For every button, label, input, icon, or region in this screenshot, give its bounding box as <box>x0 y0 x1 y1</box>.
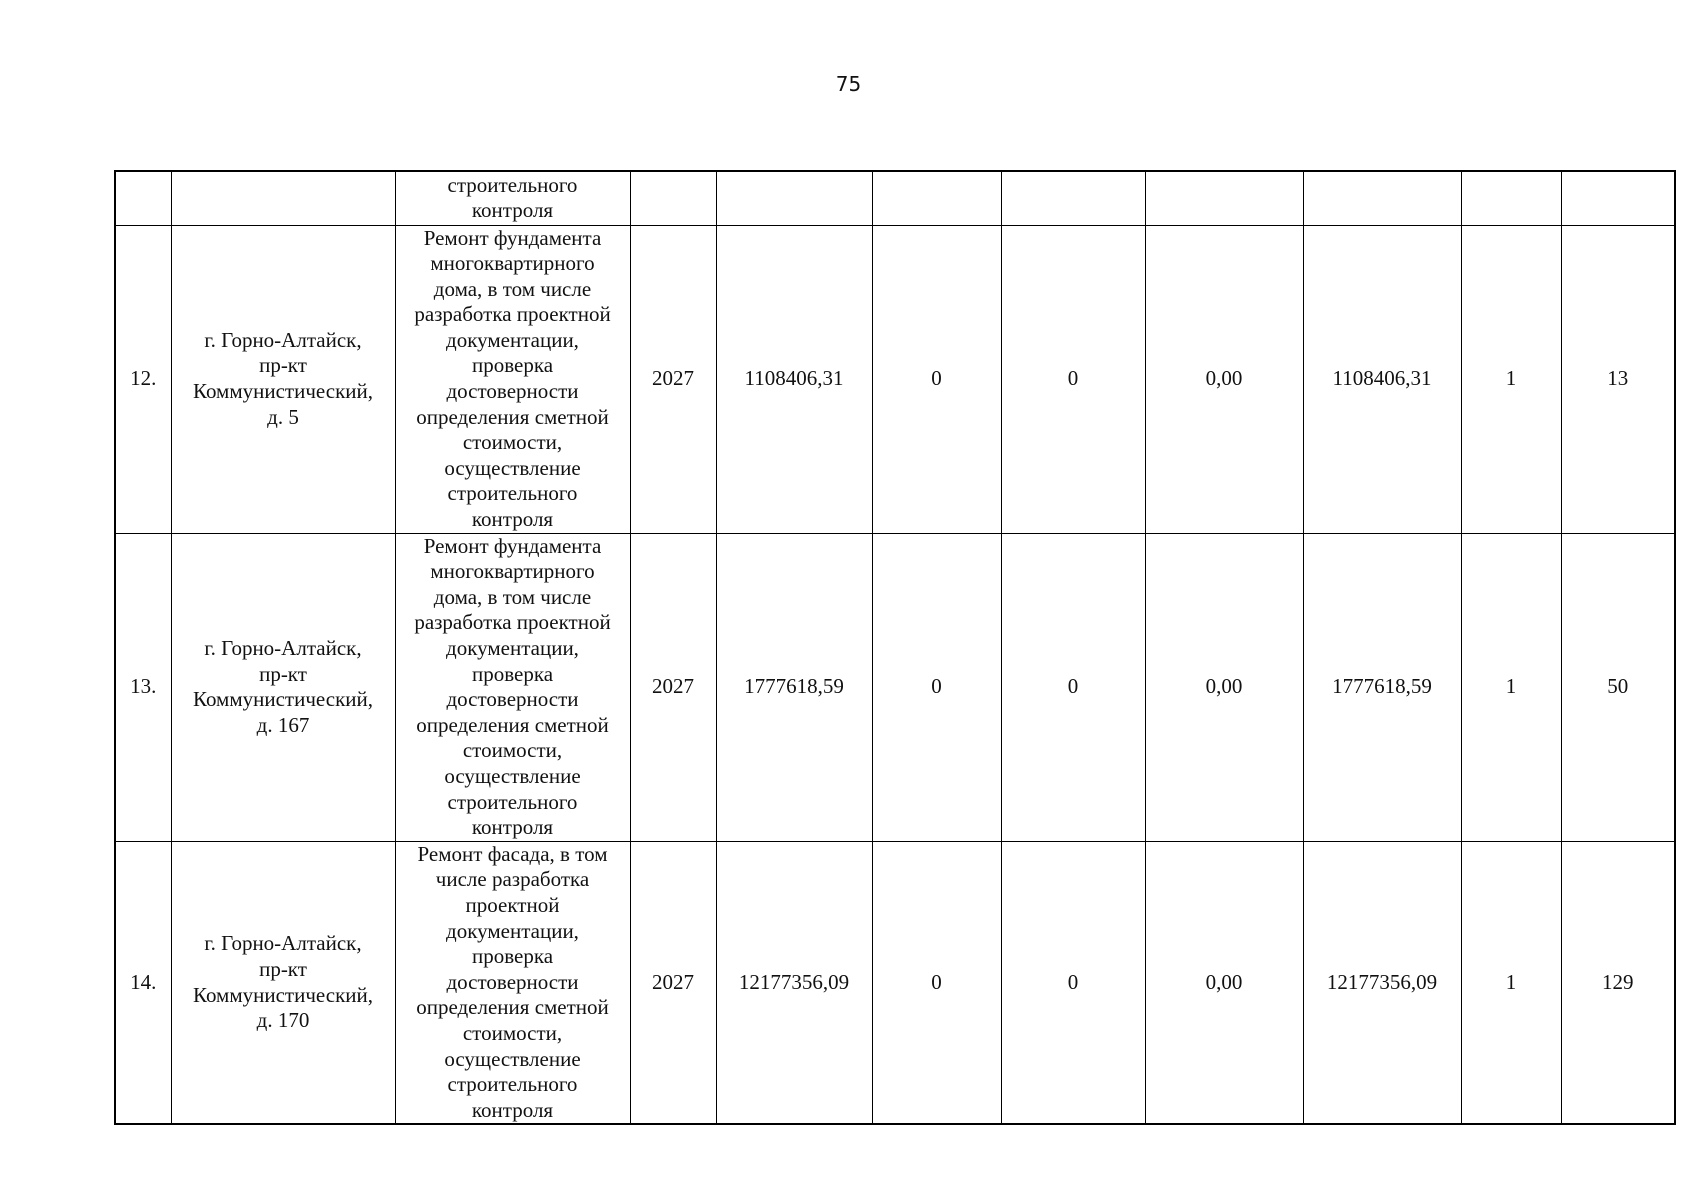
cell-col11 <box>1561 171 1675 225</box>
cell-col10: 1 <box>1461 533 1561 841</box>
cell-number: 12. <box>115 225 171 533</box>
repair-program-table <box>114 170 1676 1125</box>
cell-col6 <box>872 171 1001 225</box>
table-row <box>115 841 1675 1124</box>
cell-year: 2027 <box>630 225 716 533</box>
cell-number: 13. <box>115 533 171 841</box>
cell-number <box>115 171 171 225</box>
cell-address: г. Горно-Алтайск, пр-кт Коммунистический, д. 5 <box>171 225 395 533</box>
cell-col7 <box>1001 171 1145 225</box>
cell-col10: 1 <box>1461 841 1561 1124</box>
cell-number: 14. <box>115 841 171 1124</box>
cell-col8: 0,00 <box>1145 841 1303 1124</box>
cell-col9 <box>1303 171 1461 225</box>
cell-year: 2027 <box>630 841 716 1124</box>
table-row <box>115 533 1675 841</box>
cell-col10: 1 <box>1461 225 1561 533</box>
cell-work-type: Ремонт фасада, в том числе разработка проектной документации, проверка достоверности определения сметной стоимости, осуществление строительного контроля <box>395 841 630 1124</box>
table-row <box>115 225 1675 533</box>
page-number: 75 <box>835 72 862 96</box>
cell-year <box>630 171 716 225</box>
cell-col8 <box>1145 171 1303 225</box>
cell-col9: 1108406,31 <box>1303 225 1461 533</box>
cell-address: г. Горно-Алтайск, пр-кт Коммунистический, д. 170 <box>171 841 395 1124</box>
cell-col11: 129 <box>1561 841 1675 1124</box>
cell-col11: 50 <box>1561 533 1675 841</box>
cell-year: 2027 <box>630 533 716 841</box>
cell-col9: 12177356,09 <box>1303 841 1461 1124</box>
cell-col6: 0 <box>872 841 1001 1124</box>
cell-total-cost: 1108406,31 <box>716 225 872 533</box>
cell-col7: 0 <box>1001 841 1145 1124</box>
cell-col8: 0,00 <box>1145 225 1303 533</box>
table-row-continuation <box>115 171 1675 225</box>
cell-address <box>171 171 395 225</box>
cell-work-type: строительного контроля <box>395 171 630 225</box>
cell-col6: 0 <box>872 225 1001 533</box>
cell-work-type: Ремонт фундамента многоквартирного дома, в том числе разработка проектной документации, проверка достоверности определения сметной стоимости, осуществление строительного контроля <box>395 225 630 533</box>
cell-address: г. Горно-Алтайск, пр-кт Коммунистический, д. 167 <box>171 533 395 841</box>
cell-work-type: Ремонт фундамента многоквартирного дома, в том числе разработка проектной документации, проверка достоверности определения сметной стоимости, осуществление строительного контроля <box>395 533 630 841</box>
cell-col6: 0 <box>872 533 1001 841</box>
cell-col10 <box>1461 171 1561 225</box>
cell-col7: 0 <box>1001 225 1145 533</box>
cell-total-cost <box>716 171 872 225</box>
cell-total-cost: 1777618,59 <box>716 533 872 841</box>
cell-total-cost: 12177356,09 <box>716 841 872 1124</box>
cell-col9: 1777618,59 <box>1303 533 1461 841</box>
cell-col11: 13 <box>1561 225 1675 533</box>
cell-col8: 0,00 <box>1145 533 1303 841</box>
cell-col7: 0 <box>1001 533 1145 841</box>
